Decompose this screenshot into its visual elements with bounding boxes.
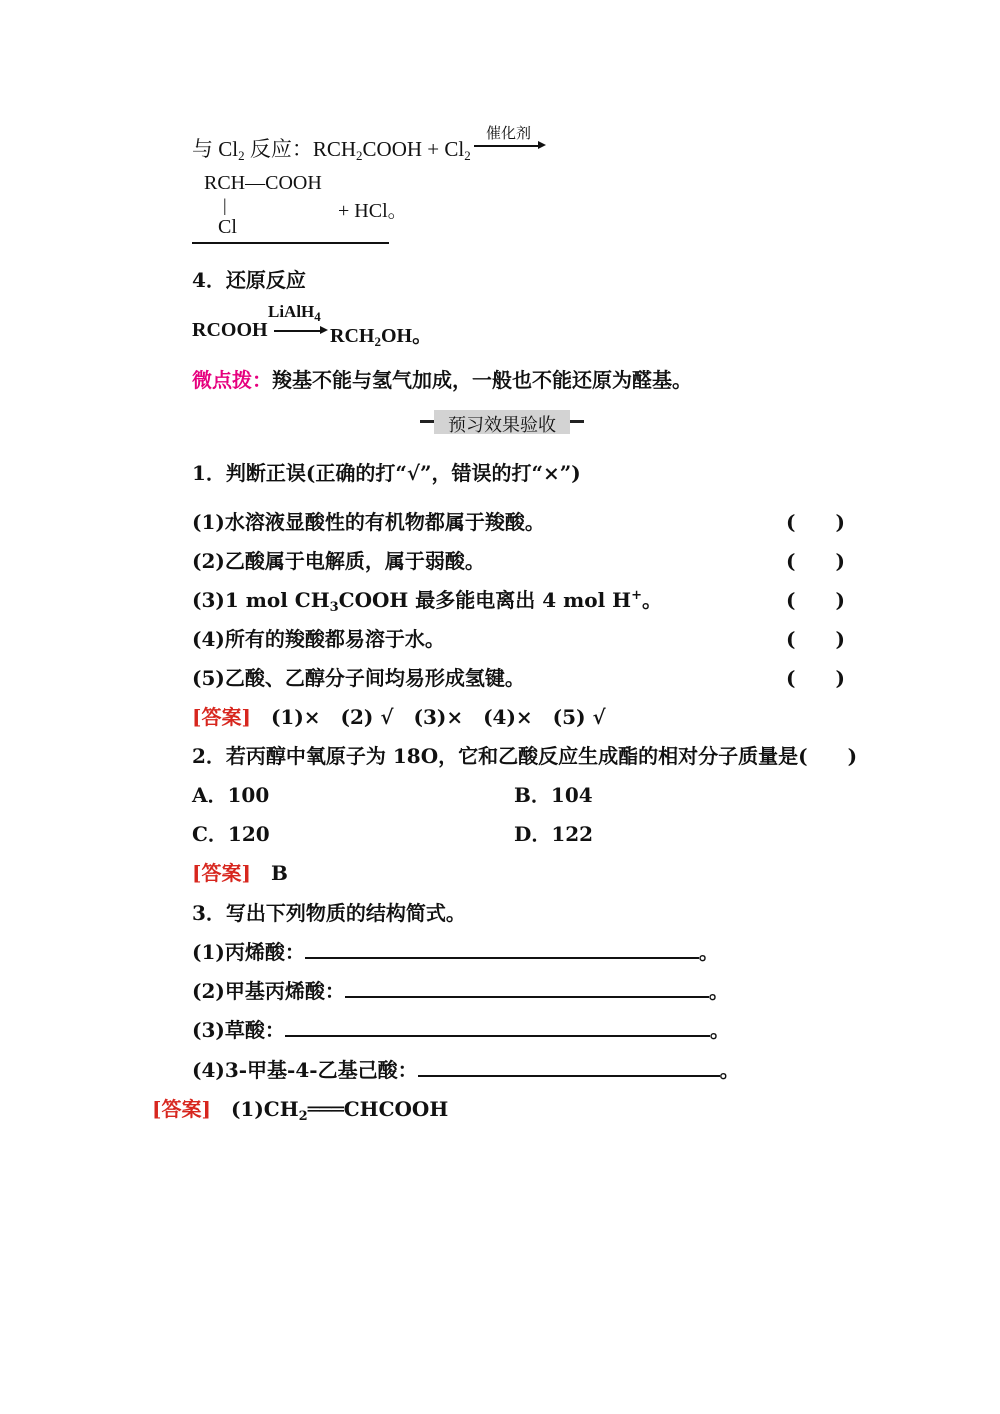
section-tag	[420, 410, 584, 434]
reduction-reagent	[268, 302, 321, 325]
divider-rule	[192, 242, 389, 244]
q1-paren-1: ( )	[786, 510, 845, 534]
q3-item-1-label: (1)丙烯酸：	[192, 940, 305, 964]
q1-item-4: (4)所有的羧酸都易溶于水。	[192, 627, 445, 651]
q3-item-4-label: (4)3-甲基-4-乙基己酸：	[192, 1058, 418, 1082]
q1-answer	[192, 701, 606, 730]
q3-heading: 3．写出下列物质的结构简式。	[192, 901, 466, 925]
product-top: RCH—COOH	[204, 172, 322, 194]
cl-reaction-mid2: COOH + Cl	[362, 137, 465, 161]
tip-text: 羧基不能与氢气加成，一般也不能还原为醛基。	[272, 368, 692, 392]
product-bond: |	[223, 195, 227, 215]
q3-item-3-label: (3)草酸：	[192, 1018, 285, 1042]
q1-heading: 1．判断正误(正确的打“√”，错误的打“×”)	[192, 461, 581, 485]
q3-item-2-label: (2)甲基丙烯酸：	[192, 979, 345, 1003]
q3-answer	[152, 1093, 448, 1124]
reaction-arrow-shaft	[474, 145, 540, 147]
q1-paren-5: ( )	[786, 666, 845, 690]
q1-paren-2: ( )	[786, 549, 845, 573]
q2-option-c: C．120	[192, 822, 270, 846]
q3-blank-4[interactable]	[418, 1057, 720, 1077]
q2-answer-text: B	[270, 861, 288, 885]
product-tail: + HCl。	[338, 200, 408, 222]
q2-option-b: B．104	[514, 783, 593, 807]
cl-reaction-start: 与 Cl	[192, 137, 239, 161]
q1-item-3-end: 。	[641, 588, 662, 612]
q3-item-3	[192, 1014, 730, 1043]
reagent-main: LiAlH	[268, 302, 315, 321]
q1-item-3-b: COOH 最多能电离出 4 mol H	[338, 588, 632, 612]
section4-heading: 4．还原反应	[192, 268, 306, 292]
q1-item-3-a: (3)1 mol CH	[192, 588, 330, 612]
product-sub: 2	[374, 334, 381, 349]
tip-line	[192, 364, 692, 393]
q3-blank-3[interactable]	[285, 1017, 710, 1037]
q3-period-4: 。	[719, 1058, 740, 1082]
q3-period-1: 。	[698, 940, 719, 964]
product-cl: Cl	[218, 216, 237, 238]
reduction-arrow-shaft	[274, 330, 322, 332]
cl-sub: 2	[238, 148, 245, 163]
q2-option-a: A．100	[192, 783, 270, 807]
q1-paren-4: ( )	[786, 627, 845, 651]
q3-period-3: 。	[709, 1018, 730, 1042]
q1-item-3-sub: 3	[329, 600, 339, 615]
cl-reaction-mid: 反应：RCH	[244, 137, 357, 161]
cl2-sub: 2	[464, 148, 471, 163]
q3-blank-1[interactable]	[305, 939, 699, 959]
q3-answer-label: [答案]	[152, 1097, 211, 1121]
q3-answer-b: ═══CHCOOH	[307, 1097, 449, 1121]
q2-question: 2．若丙醇中氧原子为 18O，它和乙酸反应生成酯的相对分子质量是( )	[192, 744, 858, 768]
q3-item-2	[192, 975, 729, 1004]
q3-item-1	[192, 936, 719, 965]
reaction-arrow-head	[538, 141, 546, 149]
q3-answer-sub: 2	[298, 1109, 308, 1124]
q2-answer	[192, 857, 288, 886]
cl-reaction-line	[192, 133, 471, 164]
q3-blank-2[interactable]	[345, 978, 709, 998]
reduction-arrow-head	[320, 326, 328, 334]
product-a: RCH	[330, 325, 375, 347]
tip-label: 微点拨：	[192, 368, 272, 392]
reduction-product	[330, 319, 432, 350]
q1-item-3	[192, 584, 662, 615]
ch2-sub: 2	[356, 148, 363, 163]
q3-item-4	[192, 1054, 740, 1083]
q1-answer-text: (1)× (2) √ (3)× (4)× (5) √	[270, 705, 606, 729]
q2-option-d: D．122	[514, 822, 594, 846]
product-b: OH。	[380, 325, 433, 347]
q2-answer-label: [答案]	[192, 861, 251, 885]
q1-answer-label: [答案]	[192, 705, 251, 729]
reagent-sub: 4	[314, 309, 321, 324]
section-tag-text: 预习效果验收	[448, 415, 556, 436]
q1-item-3-sup: +	[631, 588, 642, 603]
q1-item-5: (5)乙酸、乙醇分子间均易形成氢键。	[192, 666, 525, 690]
catalyst-label: 催化剂	[486, 124, 532, 142]
q1-item-2: (2)乙酸属于电解质，属于弱酸。	[192, 549, 485, 573]
q1-item-1: (1)水溶液显酸性的有机物都属于羧酸。	[192, 510, 545, 534]
q1-paren-3: ( )	[786, 588, 845, 612]
reduction-reactant: RCOOH	[192, 319, 268, 341]
q3-answer-a: (1)CH	[230, 1097, 299, 1121]
q3-period-2: 。	[708, 979, 729, 1003]
